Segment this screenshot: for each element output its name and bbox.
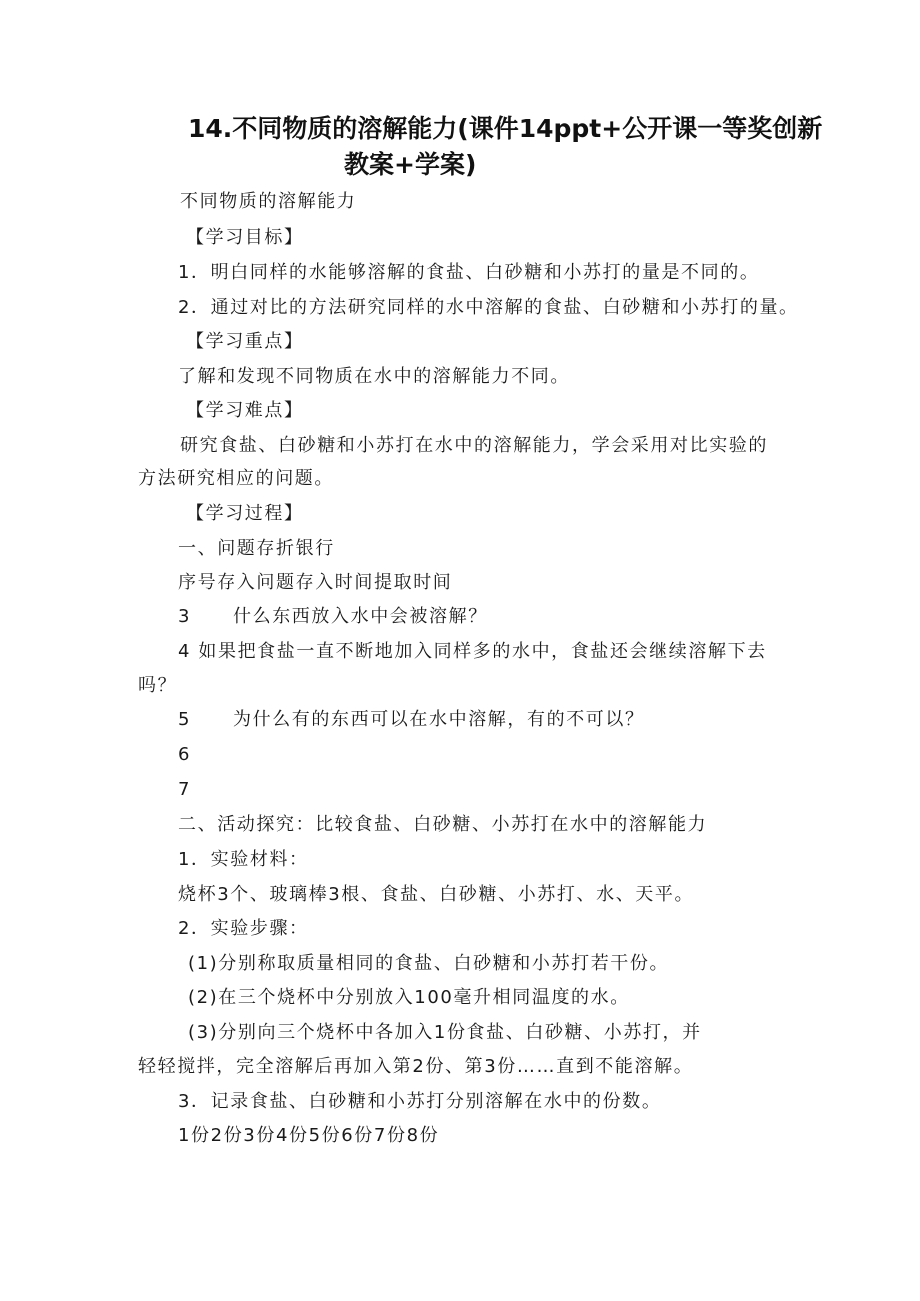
step-item-3-line-1: (3)分别向三个烧杯中各加入1份食盐、白砂糖、小苏打，并: [188, 1022, 702, 1043]
step-item-3-line-2: 轻轻搅拌，完全溶解后再加入第2份、第3份……直到不能溶解。: [138, 1056, 694, 1077]
question-row-5-text: 为什么有的东西可以在水中溶解，有的不可以？: [233, 709, 645, 730]
objective-item-2: 2．通过对比的方法研究同样的水中溶解的食盐、白砂糖和小苏打的量。: [178, 297, 799, 318]
steps-heading: 2．实验步骤：: [178, 918, 309, 939]
portions-row: 1份2份3份4份5份6份7份8份: [178, 1125, 440, 1146]
lesson-subtitle: 不同物质的溶解能力: [180, 191, 357, 212]
section-2-heading: 二、活动探究：比较食盐、白砂糖、小苏打在水中的溶解能力: [178, 814, 708, 835]
difficulty-text-line-1: 研究食盐、白砂糖和小苏打在水中的溶解能力，学会采用对比实验的: [180, 435, 768, 456]
step-item-1: (1)分别称取质量相同的食盐、白砂糖和小苏打若干份。: [188, 953, 670, 974]
record-heading: 3．记录食盐、白砂糖和小苏打分别溶解在水中的份数。: [178, 1091, 662, 1112]
objective-item-1: 1．明白同样的水能够溶解的食盐、白砂糖和小苏打的量是不同的。: [178, 262, 760, 283]
process-heading: 【学习过程】: [186, 503, 304, 524]
materials-text: 烧杯3个、玻璃棒3根、食盐、白砂糖、小苏打、水、天平。: [178, 884, 695, 905]
key-points-heading: 【学习重点】: [186, 331, 304, 352]
question-table-header: 序号存入问题存入时间提取时间: [178, 572, 453, 593]
question-row-5-number: 5: [178, 709, 192, 730]
section-1-heading: 一、问题存折银行: [178, 538, 335, 559]
document-title-line-2: 教案+学案): [344, 150, 477, 179]
difficulty-text-line-2: 方法研究相应的问题。: [138, 468, 334, 489]
step-item-2: (2)在三个烧杯中分别放入100毫升相同温度的水。: [188, 987, 630, 1008]
key-point-item: 了解和发现不同物质在水中的溶解能力不同。: [178, 366, 570, 387]
question-row-7-number: 7: [178, 779, 192, 800]
document-title-line-1: 14.不同物质的溶解能力(课件14ppt+公开课一等奖创新: [188, 114, 823, 143]
objectives-heading: 【学习目标】: [186, 227, 304, 248]
question-row-4-line-1: 4 如果把食盐一直不断地加入同样多的水中，食盐还会继续溶解下去: [178, 641, 767, 662]
question-row-4-line-2: 吗？: [138, 675, 178, 696]
question-row-6-number: 6: [178, 744, 192, 765]
materials-heading: 1．实验材料：: [178, 849, 309, 870]
difficulties-heading: 【学习难点】: [186, 400, 304, 421]
question-row-3-number: 3: [178, 606, 192, 627]
question-row-3-text: 什么东西放入水中会被溶解？: [233, 606, 488, 627]
